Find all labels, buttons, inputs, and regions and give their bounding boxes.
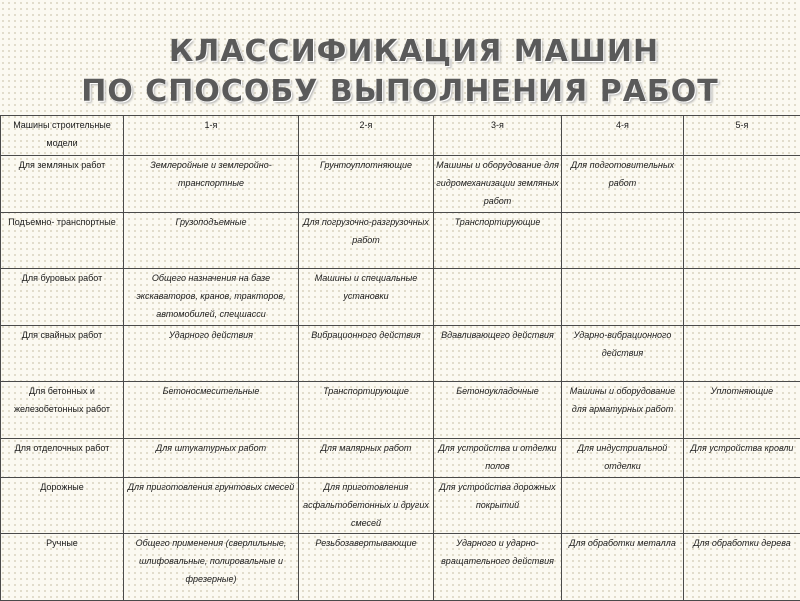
header-cell-4: 4-я [562,116,684,156]
table-cell: Грузоподъемные [124,213,299,269]
table-row [1,478,800,534]
header-cell-5: 5-я [684,116,800,156]
table-cell: Машины и оборудование для арматурных работ [562,382,684,439]
table-cell: Транспортирующие [299,382,434,439]
table-cell: Ударного и ударно-вращательного действия [434,534,562,601]
table-row [1,534,800,601]
classification-table [0,115,800,601]
table-cell [684,478,800,534]
table-cell: Ударного действия [124,326,299,382]
title-line-1: КЛАССИФИКАЦИЯ МАШИН [0,32,800,72]
table-cell [562,213,684,269]
table-cell: Грунтоуплотняющие [299,156,434,213]
table-cell: Бетоносмесительные [124,382,299,439]
table-cell: Для погрузочно-разгрузочных работ [299,213,434,269]
table-cell: Транспортирующие [434,213,562,269]
header-cell-2: 2-я [299,116,434,156]
row-label: Дорожные [1,478,124,534]
table-cell: Ударно-вибрационного действия [562,326,684,382]
table-row [1,213,800,269]
row-label: Для буровых работ [1,269,124,326]
table-cell [684,269,800,326]
table-cell [434,269,562,326]
table-cell: Для устройства и отделки полов [434,439,562,478]
table-cell: Для устройства дорожных покрытий [434,478,562,534]
table-cell [562,269,684,326]
slide-title [0,32,800,122]
table-cell: Общего назначения на базе экскаваторов, кранов, тракторов, автомобилей, спецшасси [124,269,299,326]
table-cell: Бетоноукладочные [434,382,562,439]
row-label: Подъемно- транспортные [1,213,124,269]
row-label: Для свайных работ [1,326,124,382]
table-cell: Для приготовления асфальтобетонных и других смесей [299,478,434,534]
table-cell: Уплотняющие [684,382,800,439]
table-row [1,326,800,382]
table-cell: Машины и оборудование для гидромеханизации земляных работ [434,156,562,213]
table-cell [562,478,684,534]
table-cell: Для подготовительных работ [562,156,684,213]
header-cell-3: 3-я [434,116,562,156]
header-cell-1: 1-я [124,116,299,156]
table-cell: Резьбозавертывающие [299,534,434,601]
table-cell: Землеройные и землеройно-транспортные [124,156,299,213]
table-cell [684,156,800,213]
table-cell [684,213,800,269]
table-cell: Для приготовления грунтовых смесей [124,478,299,534]
table-row [1,156,800,213]
table-cell: Для малярных работ [299,439,434,478]
table-row [1,382,800,439]
table-cell: Общего применения (сверлильные, шлифовальные, полировальные и фрезерные) [124,534,299,601]
row-label: Для земляных работ [1,156,124,213]
row-label: Для бетонных и железобетонных работ [1,382,124,439]
table-cell [684,326,800,382]
table-cell: Для штукатурных работ [124,439,299,478]
table-cell: Для обработки металла [562,534,684,601]
table-cell: Для устройства кровли [684,439,800,478]
table-cell: Вдавливающего действия [434,326,562,382]
row-label: Для отделочных работ [1,439,124,478]
header-cell-models: Машины строительные модели [1,116,124,156]
table-cell: Машины и специальные установки [299,269,434,326]
header-row [1,116,800,156]
table-cell: Для индустриальной отделки [562,439,684,478]
table-cell: Вибрационного действия [299,326,434,382]
title-line-2: ПО СПОСОБУ ВЫПОЛНЕНИЯ РАБОТ [0,72,800,112]
table-cell: Для обработки дерева [684,534,800,601]
table-row [1,439,800,478]
table-row [1,269,800,326]
row-label: Ручные [1,534,124,601]
